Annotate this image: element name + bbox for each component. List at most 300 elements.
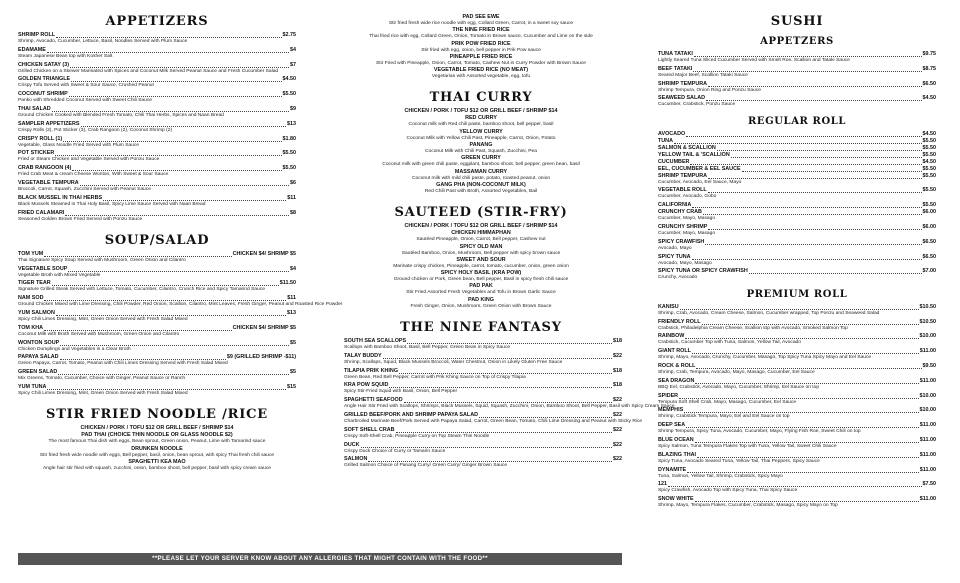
menu-item-name: CHICKEN SATAY (3) (18, 61, 70, 68)
menu-item-description: Thai fried rice with egg, Collard Green, Onion, Tomato in Brown sauce, Cucumber and Lime on the side (369, 34, 593, 40)
menu-item-description: Spicy Chili Limes Dressing, Mint, Green Onion Served with Fresh Salad Mixed (18, 391, 188, 397)
menu-item-price: $11.00 (919, 348, 936, 355)
menu-item-name: MEMPHIS (658, 407, 684, 414)
dot-leader (479, 417, 612, 418)
menu-item-price: $5 (290, 339, 296, 346)
menu-item (18, 210, 296, 217)
noodle-list (18, 432, 296, 472)
menu-item-description: Signature Grilled Steak Served with Lettuce, Tomato, Cucumber, Cilantro, Crunch Rice and Spicy Tamarind Sauce (18, 287, 265, 293)
menu-item-name: SHRIMP TEMPURA (658, 172, 708, 179)
menu-item-name: CHICKEN HIMMAPHAN (451, 230, 511, 237)
soup-salad-list (18, 250, 343, 397)
menu-item-description: Coconut milk with mild chili paste, potato, roasted peanut, onion (411, 175, 551, 181)
menu-item-price: $5.50 (922, 202, 936, 209)
menu-item-name: RAINBOW (658, 333, 685, 340)
premium-roll-list (658, 304, 936, 510)
menu-item-price: $10.00 (919, 392, 936, 399)
dot-leader (690, 164, 921, 165)
menu-item-price: $11.00 (919, 466, 936, 473)
menu-item-name: POT STICKER (18, 150, 55, 157)
menu-item (18, 180, 296, 187)
menu-item (18, 62, 296, 69)
menu-item-description: Crispy Tofu Served with Sweet & Sour Sauce, Crushed Peanut (18, 83, 154, 89)
menu-item-name: SHRIMP ROLL (18, 32, 56, 38)
menu-item (18, 340, 296, 347)
menu-item-description: Shrimp, Crabstick Tempura, Mayo, Eel and Eel Sauce on top (658, 414, 790, 420)
menu-item-description: Tuna, Salmon, Yellow Tail, Shrimp, Crabstick, Spicy Mayo (658, 473, 783, 479)
menu-item-name: MASSAMAN CURRY (454, 168, 508, 175)
menu-item-name: BEEF TATAKI (658, 65, 693, 72)
menu-item-price: $22 (613, 426, 622, 433)
dot-leader (396, 432, 612, 433)
menu-item (658, 239, 936, 246)
dot-leader (693, 71, 921, 72)
menu-item-price: $9.50 (922, 362, 936, 369)
menu-item-name: DEEP SEA (658, 422, 686, 429)
dot-leader (399, 373, 612, 374)
menu-item-price: CHICKEN $4/ SHRIMP $5 (232, 324, 296, 331)
dot-leader (60, 345, 289, 346)
dot-leader (52, 111, 289, 112)
menu-item-price: $22 (613, 352, 622, 359)
menu-item-price: $11.50 (279, 280, 296, 287)
dot-leader (702, 324, 919, 325)
menu-item-name: THE NINE FRIED RICE (452, 27, 510, 34)
menu-item (658, 166, 936, 173)
dot-leader (692, 259, 922, 260)
menu-item-name: TALAY BUDDY (344, 352, 382, 359)
dot-leader (68, 271, 289, 272)
menu-item-description: Crabstick, Cucumber Top with Tuna, Salmon, Yellow Tail, Avocado (658, 340, 801, 346)
menu-item-description: Coconut milk with Red chili paste, bamboo shoot, bell pepper, basil (408, 122, 554, 128)
regular-roll-list (658, 131, 936, 282)
menu-item-description: Cucumber, Avocado, Eel Sauce, Mayo (658, 179, 742, 185)
menu-item-name: BLUE OCEAN (658, 436, 694, 443)
dot-leader (742, 171, 922, 172)
menu-item (658, 173, 936, 180)
menu-item-price: $5.50 (282, 91, 296, 98)
menu-item (658, 131, 936, 138)
menu-item (18, 32, 296, 39)
menu-item-name: GREEN SALAD (18, 369, 58, 376)
menu-item-name: YUM TUNA (18, 384, 47, 391)
menu-item-name: SOFT SHELL CRAB (344, 426, 395, 433)
appetizers-list (18, 32, 296, 223)
dot-leader (708, 86, 921, 87)
dot-leader (56, 315, 286, 316)
menu-item-price: $11.00 (919, 422, 936, 429)
menu-item-name: FRIED CALAMARI (18, 209, 65, 216)
menu-item (344, 442, 622, 449)
menu-item-description: Red Chili Past with Broth, Assorted Vegetables, Bail (424, 188, 538, 194)
menu-item (658, 452, 936, 459)
menu-item-description: Shrimp, Crab, Tempura, Avocado, Mayo, Masago, Cucumber, Eel Sauce (658, 369, 815, 375)
menu-item (658, 138, 936, 145)
dot-leader (44, 330, 232, 331)
menu-item-price: $9 (290, 105, 296, 112)
menu-item-description: Broccoli, Carrot, Squash, Zucchini Served with Peanut Sauce (18, 186, 151, 192)
menu-item-name: PAD KING (468, 296, 494, 303)
dot-leader (708, 192, 922, 193)
sauteed-list (340, 230, 622, 310)
menu-item (658, 145, 936, 152)
menu-item-description: Marinate crispy chicken, Pineapple, carrot, tomato, cucumber, onion, green onion (393, 263, 569, 269)
menu-item-price: $11.00 (919, 451, 936, 458)
dot-leader (47, 389, 286, 390)
menu-item-price: $13 (287, 120, 296, 127)
dot-leader (56, 37, 281, 38)
menu-item-price: $5.50 (922, 151, 936, 158)
menu-item (658, 304, 936, 311)
menu-item-price: $4.50 (922, 130, 936, 137)
dot-leader (692, 207, 921, 208)
menu-item-price: $22 (613, 397, 622, 404)
menu-item-price: $11 (287, 295, 296, 302)
dot-leader (696, 368, 921, 369)
menu-item-description: Spicy Salmon, Tuna Tempura Flakes Top with Tuna, Yellow Tail, Sweet Chili Sauce (658, 443, 837, 449)
menu-item-description: Lightly Seared Tuna Sliced Cucumber Served with Smelt Roe, Scallion and Tataki Sauce (658, 58, 850, 63)
dot-leader (383, 358, 612, 359)
menu-item (344, 427, 622, 434)
menu-item-name: CUCUMBER (658, 158, 690, 165)
dot-leader (731, 157, 922, 158)
menu-item-description: Coconut Milk with Yellow Chili Past, Pineapple, Carrot, Onion, Potato (406, 135, 556, 141)
menu-item-name: TOM YUM (18, 250, 44, 257)
menu-item-price: $5.50 (922, 144, 936, 151)
dot-leader (70, 67, 289, 68)
menu-item-price: $8 (290, 209, 296, 216)
menu-item-description: Shrimp Tempura, Onion Ring and Ponzu Sauce (658, 87, 761, 93)
menu-item-price: $11 (287, 194, 296, 201)
menu-item-name: VEGETABLE TEMPURA (18, 179, 79, 186)
menu-item (18, 251, 296, 258)
menu-item-name: SALMON (344, 456, 368, 463)
menu-item-price: $15 (287, 384, 296, 391)
menu-item-description: Cucumber, Crabstick, Ponzu Sauce (658, 102, 736, 108)
menu-item-description: Stir fried fresh wide noodle with eggs, Bell pepper, basil, onion, bean sprout, with spicy Thai fresh chili sauce (39, 452, 275, 458)
menu-item-description: Shrimp, Crab, Avocado, Cream Cheese, Salmon, Cucumber wrapped, Top Ponzu and Seaweed Salad (658, 310, 880, 316)
dot-leader (717, 150, 922, 151)
menu-item (18, 325, 296, 332)
menu-item-price: CHICKEN $4/ SHRIMP $5 (232, 250, 296, 257)
menu-item-description: Coconut Milk with Chili Past, Squash, Zucchini, Pea (425, 149, 537, 155)
menu-item-description: Panko with Shredded Coconut Served with Sweet Chili Sauce (18, 98, 153, 104)
menu-item-name: SWEET AND SOUR (456, 256, 506, 263)
dot-leader (705, 244, 921, 245)
menu-item-name: SAMPLER APPETIZERS (18, 120, 80, 127)
menu-item (18, 266, 296, 273)
dot-leader (708, 178, 921, 179)
menu-item-description: Ground Chicken Mixed with Lime Dressing, Chili Powder, Red Onion, Scallion, Cilantro, Mint Leaves, Fresh Ginger, Peanut and Roasted Rice Powder (18, 302, 343, 308)
dot-leader (686, 136, 921, 137)
menu-item-description: Sautéed Pineapple, Onion, Carrot, Bell pepper, Cashew nut (416, 237, 546, 243)
menu-item-description: Stir Fried with Pineapple, Onion, Carrot, Tomato, Cashew Nut in Curry Powder with Brown Sauce (375, 60, 587, 66)
menu-item-name: SPICY TUNA OR SPICY CRAWFISH (658, 268, 748, 275)
menu-item (658, 378, 936, 385)
section-title-sushi: SUSHI (770, 14, 824, 29)
menu-item-description: Sautéed Bamboo, Onion, Mushroom, Bell pepper with spicy brown sauce (401, 250, 561, 256)
noodle-continued-list (340, 14, 622, 80)
dot-leader (80, 185, 289, 186)
menu-item-name: PRIK POW FRIED RICE (451, 40, 511, 47)
dot-leader (703, 214, 922, 215)
dot-leader (63, 141, 281, 142)
menu-item-name: BLACK MUSSEL IN THAI HERBS (18, 194, 103, 201)
dot-leader (44, 256, 231, 257)
menu-item-description: Seasoned Golden Brown Fried Served with Ponzu Sauce (18, 216, 143, 222)
menu-item (18, 310, 296, 317)
menu-item (18, 195, 296, 202)
menu-item-price: $9 (GRILLED SHRIMP -$11) (226, 354, 296, 361)
menu-item-description: Cucumber, Avocado, Gobo (658, 194, 717, 200)
menu-item-name: CRAB RANGOON (4) (18, 165, 72, 172)
menu-item-name: DRUNKEN NOODLE (131, 445, 183, 452)
menu-item-description: Spicy Chili Limes Dressing, Mint, Green Onion Served with Fresh Salad Mixed (18, 317, 188, 323)
menu-item-description: Angle hair stir fried with squash, zucchini, onion, bamboo shoot, bell pepper, basil with spicy cream sauce (42, 465, 272, 471)
menu-item-price: $6.50 (922, 238, 936, 245)
menu-item-description: Stir fried with egg, onion, bell pepper in Prik Pow sauce (421, 47, 541, 53)
menu-item-price: $6 (290, 179, 296, 186)
menu-item (18, 121, 296, 128)
menu-item-price: $7 (290, 61, 296, 68)
menu-item-description: Steam Japanese Bean top with Kosher Salt (18, 53, 113, 59)
menu-item (658, 437, 936, 444)
menu-item-name: CRISPY ROLL (1) (18, 135, 63, 142)
menu-item-description: Green Bean, Red Bell Pepper, Carrot with Prik Khing Sauce on Top of Crispy Tilapia (344, 374, 526, 380)
section-title-nine-fantasy: THE NINE FANTASY (400, 320, 562, 336)
menu-item-description: Crunchy, Avocado (658, 275, 698, 281)
menu-item-description: Shrimp, Mayo, Tempura Flakes, Cucumber, Crabstick, Masago, Spicy Mayo on Top (658, 503, 838, 509)
menu-item-price: $18 (613, 382, 622, 389)
menu-item-name: COCONUT SHRIMP (18, 91, 68, 98)
menu-item-description: Spicy Crawfish, Avocado Top with Spicy Tuna, Thai Spicy Sauce (658, 488, 798, 494)
menu-item-name: SPICY TUNA (658, 253, 691, 260)
dot-leader (103, 200, 286, 201)
menu-item-description: Green Papaya, Carrot, Tomato, Peanut with Chili Limes Dressing Served with Fresh Salad Mixed (18, 361, 228, 367)
dot-leader (81, 126, 287, 127)
menu-item-description: Cucumber, Mayo, Masago (658, 216, 716, 222)
menu-item (344, 353, 622, 360)
menu-item (658, 254, 936, 261)
menu-item-price: $8.75 (922, 65, 936, 72)
dot-leader (697, 457, 919, 458)
menu-item-description: Stir Fried Assorted Fresh Vegetables and Tofu in Brown Garlic Sauce (406, 290, 556, 296)
menu-item-description: Vegetable Broth with Mixed Vegetable (18, 272, 101, 278)
dot-leader (361, 447, 612, 448)
menu-item-name: SPICY HOLY BASIL (KRA POW) (440, 270, 522, 277)
menu-item-name: KANISU (658, 303, 679, 310)
menu-item-price: $4.50 (282, 76, 296, 83)
menu-item-name: 121 (658, 481, 667, 488)
menu-item-description: Shrimp, Scallops, Squid, Black Mussels Broccoli, Water Chestnut, Onion in Likely Gluten Free Sauce (344, 359, 563, 365)
dot-leader (706, 100, 921, 101)
section-title-premium-roll: PREMIUM ROLL (746, 288, 848, 300)
menu-item-price: $6.00 (922, 209, 936, 216)
menu-item-price: $18 (613, 367, 622, 374)
menu-item-name: SOUTH SEA SCALLOPS (344, 338, 407, 345)
dot-leader (687, 472, 919, 473)
dot-leader (694, 56, 922, 57)
menu-item-price: $18 (613, 338, 622, 345)
dot-leader (65, 215, 289, 216)
menu-item-name: CRUNCHY CRAB (658, 209, 702, 216)
menu-item-description: Vegetable, Glass Noodle Fried Served with Plum Sauce (18, 142, 139, 148)
menu-item-name: SNOW WHITE (658, 496, 694, 503)
menu-item-description: Coconut Milk with Broth Served with Mushroom, Green Onion and Cilantro (18, 331, 180, 337)
menu-item-description: Shrimp, Avocado, Cucumber, Lettuce, Basil, Noodles Served with Plum Sauce (18, 39, 188, 44)
menu-item-name: SHRIMP TEMPURA (658, 80, 708, 87)
menu-item-description: Chicken Dumplings and Vegetables in a Clear Broth (18, 346, 131, 352)
menu-item-price: $5.50 (922, 137, 936, 144)
curry-price-subtitle: CHICKEN / PORK / TOFU $12 OR GRILL BEEF / SHRIMP $14 (404, 108, 558, 115)
menu-item-name: TILAPIA PRIK KHING (344, 367, 399, 374)
menu-item (658, 66, 936, 73)
menu-item (18, 136, 296, 143)
menu-item-price: $4 (290, 265, 296, 272)
menu-item (344, 412, 622, 419)
dot-leader (692, 353, 919, 354)
menu-item-price: $9.75 (922, 51, 936, 57)
menu-item-description: Charbroiled Marinate Beef/Pork Served with Papaya Salad, Carrot, Green Bean, Tomato, Chili Lime Dressing and Peanut with Sticky Rice (344, 419, 643, 425)
menu-item (344, 338, 622, 345)
menu-item-name: PAD PAK (469, 283, 493, 290)
sauteed-price-subtitle: CHICKEN / PORK / TOFU $12 OR GRILL BEEF / SHRIMP $14 (404, 223, 558, 230)
menu-item-description: Ground Chicken Cooked with Blended Fresh Tomato, Chili Thai Herbs, Spices and Naan Bread (18, 112, 224, 118)
menu-item-description: Spicy Stir-Fried Squid with Basil, Onion, Bell Pepper (344, 389, 458, 395)
menu-item (18, 384, 296, 391)
menu-column-left (18, 14, 343, 472)
menu-item-name: EEL, CUCUMBER & EEL SAUCE (658, 165, 741, 172)
menu-item-name: YELLOW TAIL & 'SCALLION (658, 151, 730, 158)
menu-item-name: GREEN CURRY (461, 155, 501, 162)
menu-item-name: RED CURRY (465, 115, 497, 122)
menu-item-description: Avocado, Mayo, Masago (658, 260, 712, 266)
menu-item-name: PAD SEE EWE (462, 14, 500, 20)
dot-leader (695, 442, 919, 443)
menu-item-price: $5 (290, 369, 296, 376)
menu-item (658, 51, 936, 58)
dot-leader (695, 501, 919, 502)
menu-item-description: Fresh Ginger, Onion, Mushroom, Green Onion with Brown Sauce (410, 303, 552, 309)
menu-item-name: AVOCADO (658, 130, 686, 137)
menu-item-description: Crabstick, Philadelphia Cream Cheese, Scallion top with Avocado, Smoked Salmon Top (658, 325, 848, 331)
section-title-soup-salad: SOUP/SALAD (104, 232, 210, 248)
menu-item-name: DYNAMITE (658, 466, 687, 473)
menu-item-price: $4 (290, 46, 296, 53)
menu-item (344, 368, 622, 375)
menu-item-description: Vegetarian with Assorted vegetable, egg, tofu (431, 74, 531, 80)
menu-item-price: $11.00 (919, 496, 936, 503)
menu-item-name: SEA DRAGON (658, 377, 695, 384)
menu-item-name: GOLDEN TRIANGLE (18, 76, 71, 83)
menu-item-name: KRA POW SQUID (344, 382, 389, 389)
section-title-appetizers: APPETIZERS (105, 14, 209, 29)
menu-item-name: DUCK (344, 441, 360, 448)
menu-item-price: $5.50 (922, 165, 936, 172)
section-title-sauteed: SAUTEED (STIR-FRY) (394, 205, 568, 221)
menu-item-name: PAPAYA SALAD (18, 354, 59, 361)
menu-item (658, 319, 936, 326)
menu-item-name: SPIDER (658, 392, 679, 399)
menu-item-description: BBQ Eel, Crabstick, Avocado, Mayo, Cucumber, Shrimp, Eel Sauce on top (658, 384, 820, 390)
menu-item-description: Grilled Salmon Choice of Panang Curry/ Green Curry/ Ginger Brown Sauce (344, 463, 508, 469)
menu-item-name: VEGETABLE ROLL (658, 187, 707, 194)
menu-item-price: $10.00 (919, 407, 936, 414)
menu-item-name: YUM SALMON (18, 310, 55, 317)
menu-item-name: WONTON SOUP (18, 339, 60, 346)
menu-item-price: $5.50 (922, 187, 936, 194)
menu-item-name: EDAMAME (18, 46, 46, 53)
menu-item-description: Black Mussels Steamed in Thai Holy Basil, Spicy Lime Sauce Served with Naan Bread (18, 201, 206, 207)
menu-item-description: Crispy Duck Choice of Curry or Tamarin Sauce (344, 448, 446, 454)
menu-item-price: $11.00 (919, 377, 936, 384)
menu-item-price: $5.50 (922, 172, 936, 179)
menu-item (658, 152, 936, 159)
menu-item-price: $22 (613, 456, 622, 463)
menu-item-price: $11.00 (919, 436, 936, 443)
menu-item-name: FRIENDLY ROLL (658, 318, 701, 325)
menu-item-description: Thai Signature Spicy Soup Served with Mushroom, Green Onion and Cilantro (18, 257, 186, 263)
menu-item-name: VEGETABLE FRIED RICE (NO MEAT) (433, 67, 529, 74)
menu-item-price: $22 (613, 441, 622, 448)
allergy-notice-banner: **PLEASE LET YOUR SERVER KNOW ABOUT ANY ALLERGIES THAT MIGHT CONTAIN WITH THE FOOD** (18, 553, 622, 565)
menu-item (658, 202, 936, 209)
menu-item-price: $6.50 (922, 80, 936, 87)
menu-item-name: CALIFORNIA (658, 202, 692, 209)
menu-item-price: $10.00 (919, 333, 936, 340)
menu-item (658, 467, 936, 474)
menu-item-description: Shrimp Tempura, Spicy Tuna, Avocado, Cucumber, Mayo, Flying Fish Roe, Sweet Chili on top (658, 429, 861, 435)
dot-leader (686, 427, 919, 428)
menu-item-name: TUNA (658, 137, 673, 144)
menu-item-price: $2.75 (282, 32, 296, 38)
menu-item-name: TUNA TATAKI (658, 51, 693, 57)
menu-item-description: Fried Crab Meat & cream Cheese Wonton, With Sweet & Sour Sauce (18, 172, 169, 178)
section-title-sushi-appetizers: APPETZERS (760, 36, 834, 47)
menu-item (658, 81, 936, 88)
dot-leader (680, 309, 919, 310)
menu-item (658, 393, 936, 400)
menu-item-price: $5.50 (282, 165, 296, 172)
dot-leader (749, 273, 922, 274)
menu-item-name: PAD THAI (CHOICE THIN NOODLE OR GLASS NOODLE $2) (81, 432, 233, 439)
dot-leader (708, 229, 921, 230)
menu-item-description: Crispy Soft-Shell Crab, Pineapple Curry on Top Steam Thin Noodle (344, 433, 490, 439)
menu-item-price: $4.50 (922, 158, 936, 165)
menu-item-name: PINEAPPLE FRIED RICE (449, 53, 513, 60)
menu-item-description: Crispy Rolls (2), Pot Sticker (3), Crab Rangoon (2), Coconut Shrimp (2) (18, 127, 173, 133)
menu-item-price: $1.80 (282, 135, 296, 142)
menu-item-description: Spicy Tuna, Avocado Seared Tuna, Yellow Tail, Thai Peppers, Spicy Sauce (658, 458, 820, 464)
sushi-appetizers-list (658, 51, 936, 109)
menu-item-name: VEGETABLE SOUP (18, 265, 68, 272)
menu-item-description: Angle Hair Stir Fried with Scallops, Shrimps, Black Mussels, Squid, Squash, Zucchini, Onion, Bamboo Shoot, Bell Pepper, Basil with Spicy Cream Sauce (344, 404, 675, 410)
menu-item-description: Cucumber, Mayo, Masago (658, 231, 716, 237)
menu-item (658, 268, 936, 275)
menu-item-name: GANG PHA (NON-COCONUT MILK) (436, 181, 526, 188)
menu-item-price: $7.50 (922, 481, 936, 488)
menu-item-price: $5.50 (282, 150, 296, 157)
section-title-thai-curry: THAI CURRY (429, 90, 533, 106)
dot-leader (695, 383, 918, 384)
menu-item-price: $10.50 (919, 318, 936, 325)
menu-item-price: $13 (287, 310, 296, 317)
menu-item-description: Fried or Steam Chicken and Vegetable Served with Ponzu Sauce (18, 157, 160, 163)
menu-item-price: $6.50 (922, 253, 936, 260)
menu-item-name: TIGER TEAR (18, 280, 51, 287)
menu-item-description: Ground chicken or Pork, Green bean, Bell pepper, Basil in spicy fresh chili sauce (393, 277, 569, 283)
menu-item-name: SPICY OLD MAN (459, 243, 503, 250)
